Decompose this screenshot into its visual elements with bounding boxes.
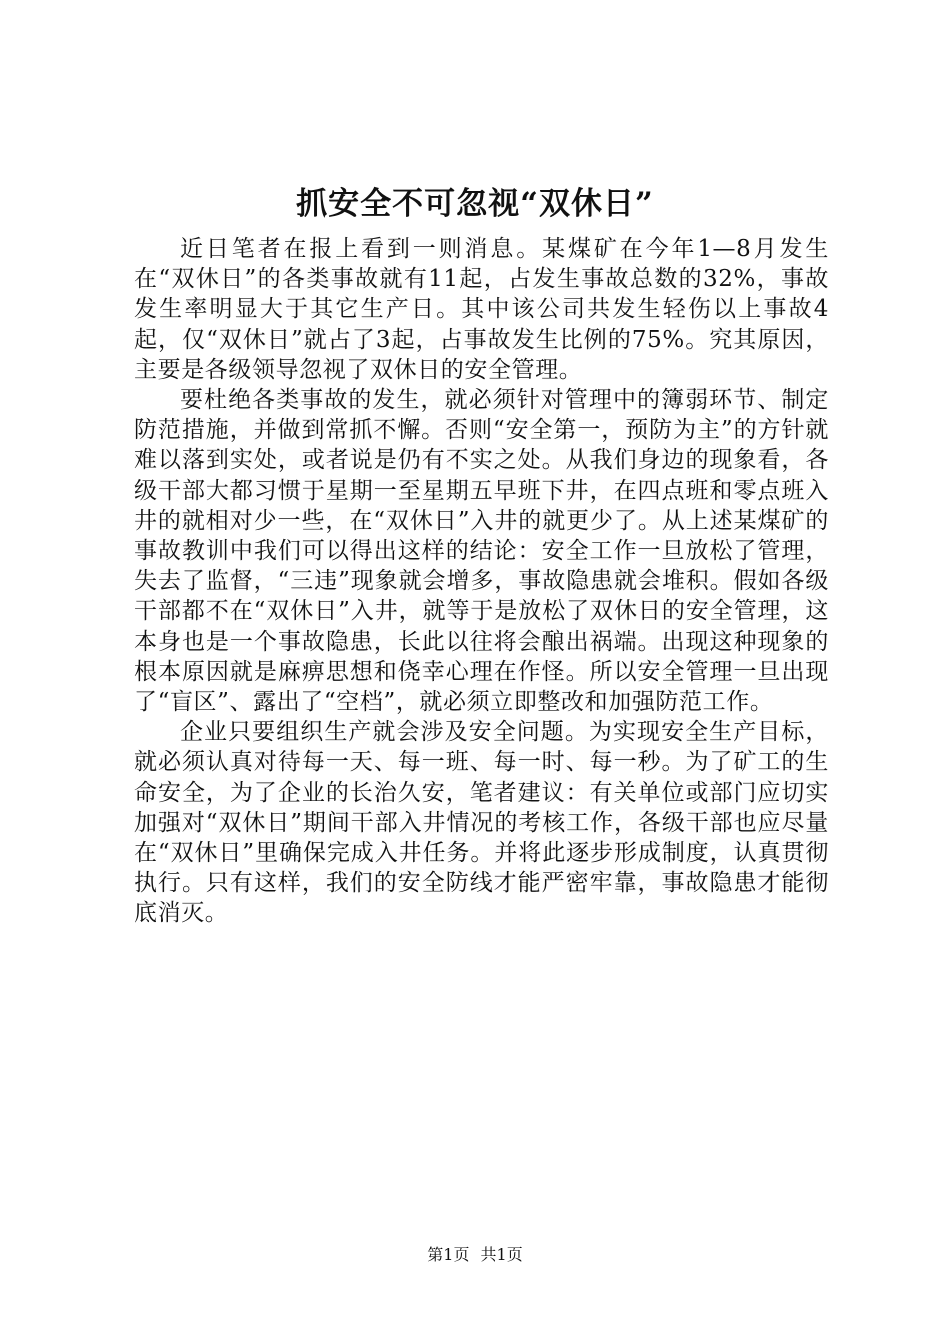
paragraph-1: 近日笔者在报上看到一则消息。某煤矿在今年1—8月发生在“双休日”的各类事故就有11起，占发生事故总数的32%，事故发生率明显大于其它生产日。其中该公司共发生轻伤以上事故4起，仅“双休日”就占了3起，占事故发生比例的75%。究其原因，主要是各级领导忽视了双休日的安全管理。	[134, 236, 829, 383]
page-total: 共1页	[480, 1245, 523, 1264]
paragraph-2: 要杜绝各类事故的发生，就必须针对管理中的簿弱环节、制定防范措施，并做到常抓不懈。否则“安全第一，预防为主”的方针就难以落到实处，或者说是仍有不实之处。从我们身边的现象看，各级干部大都习惯于星期一至星期五早班下井，在四点班和零点班入井的就相对少一些，在“双休日”入井的就更少了。从上述某煤矿的事故教训中我们可以得出这样的结论：安全工作一旦放松了管理，失去了监督，“三违”现象就会增多，事故隐患就会堆积。假如各级干部都不在“双休日”入井，就等于是放松了双休日的安全管理，这本身也是一个事故隐患，长此以往将会酿出祸端。出现这种现象的根本原因就是麻痹思想和侥幸心理在作怪。所以安全管理一旦出现了“盲区”、露出了“空档”，就必须立即整改和加强防范工作。	[134, 387, 829, 716]
page-number: 第1页	[427, 1245, 470, 1264]
document-title: 抓安全不可忽视“双休日”	[296, 186, 654, 222]
paragraph-3: 企业只要组织生产就会涉及安全问题。为实现安全生产目标，就必须认真对待每一天、每一班、每一时、每一秒。为了矿工的生命安全，为了企业的长治久安，笔者建议：有关单位或部门应切实加强对“双休日”期间干部入井情况的考核工作，各级干部也应尽量在“双休日”里确保完成入井任务。并将此逐步形成制度，认真贯彻执行。只有这样，我们的安全防线才能严密牢靠，事故隐患才能彻底消灭。	[134, 719, 829, 927]
page-footer	[0, 1244, 950, 1266]
document-body	[134, 234, 829, 929]
